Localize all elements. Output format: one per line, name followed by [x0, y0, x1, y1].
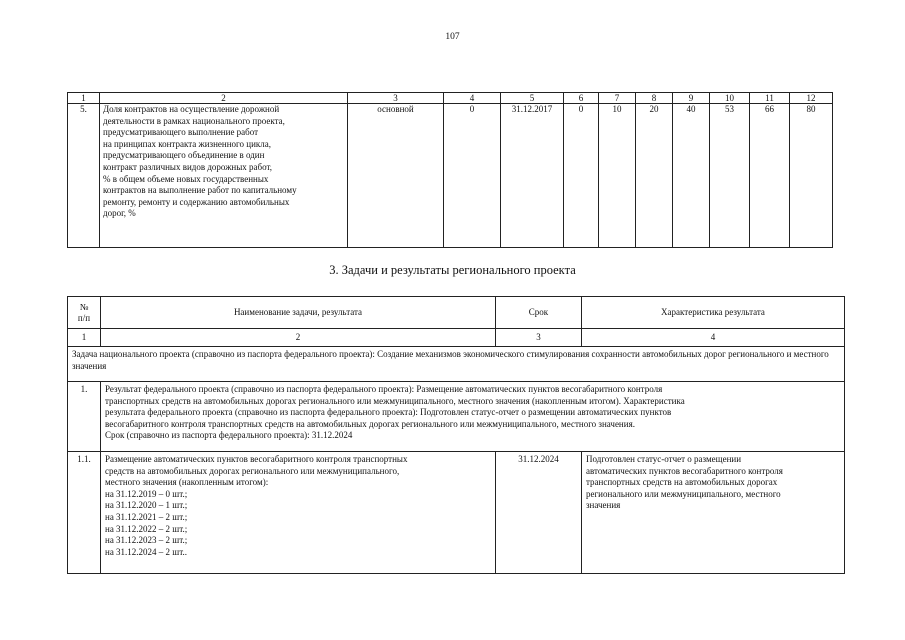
col-number: 10: [710, 93, 750, 104]
page-number: 107: [445, 32, 460, 42]
tasks-table: [67, 296, 845, 574]
col-number: 8: [636, 93, 673, 104]
period-value: 66: [750, 104, 790, 248]
period-value: 20: [636, 104, 673, 248]
tasks-header-row: [68, 297, 845, 329]
col-number: 9: [673, 93, 710, 104]
period-value: 40: [673, 104, 710, 248]
col-number: 1: [68, 93, 100, 104]
col-number: 1: [68, 329, 101, 347]
row-number: 5.: [68, 104, 100, 248]
col-number: 4: [582, 329, 845, 347]
col-number: 12: [790, 93, 833, 104]
regional-result-characteristic: Подготовлен статус-отчет о размещении автоматических пунктов весогабаритного контроля транспортных средств на автомобильных дорогах регионального или межмуниципального, местного значения: [582, 452, 845, 574]
regional-result-name: Размещение автоматических пунктов весогабаритного контроля транспортных средств на автомобильных дорогах регионального или межмуниципального, местного значения (накопленным итогом): на 31.12.2019 – 0 шт.; на 31.12.2020 – 1 шт.; на 31.12.2021 – 2 шт.; на 31.12.2022 – 2 шт.; на 31.12.2023 – 2 шт.; на 31.12.2024 – 2 шт..: [101, 452, 496, 574]
header-result: Характеристика результата: [582, 297, 845, 329]
col-number: 11: [750, 93, 790, 104]
col-number: 5: [501, 93, 564, 104]
row-number: 1.: [68, 382, 101, 452]
col-number: 3: [496, 329, 582, 347]
federal-result-row: [68, 382, 845, 452]
period-value: 53: [710, 104, 750, 248]
indicator-row: [68, 104, 833, 248]
indicator-type: основной: [348, 104, 444, 248]
col-number: 6: [564, 93, 599, 104]
col-number: 4: [444, 93, 501, 104]
header-name: Наименование задачи, результата: [101, 297, 496, 329]
col-number: 2: [100, 93, 348, 104]
base-value: 0: [444, 104, 501, 248]
federal-result-text: Результат федерального проекта (справочно из паспорта федерального проекта): Размещение автоматических пунктов весогабаритного контроля транспортных средств на автомобильных дорогах регионального или межмуниципального, местного значения (накопленным итогом). Характеристика результата федерального проекта (справочно из паспорта федерального проекта): Подготовлен статус-отчет о размещении автоматических пунктов весогабаритного контроля транспортных средств на автомобильных дорогах регионального или межмуниципального, местного значения. Срок (справочно из паспорта федерального проекта): 31.12.2024: [101, 382, 845, 452]
tasks-colnum-row: [68, 329, 845, 347]
header-num: № п/п: [68, 297, 101, 329]
header-deadline: Срок: [496, 297, 582, 329]
col-number: 7: [599, 93, 636, 104]
regional-result-deadline: 31.12.2024: [496, 452, 582, 574]
indicators-table: [67, 92, 833, 248]
period-value: 10: [599, 104, 636, 248]
period-value: 0: [564, 104, 599, 248]
indicator-description: Доля контрактов на осуществление дорожной деятельности в рамках национального проекта, предусматривающего выполнение работ на принципах контракта жизненного цикла, предусматривающего объединение в один контракт различных видов дорожных работ, % в общем объеме новых государственных контрактов на выполнение работ по капитальному ремонту, ремонту и содержанию автомобильных дорог, %: [100, 104, 348, 248]
section-title: 3. Задачи и результаты регионального проекта: [329, 263, 576, 277]
indicators-header-row: [68, 93, 833, 104]
col-number: 2: [101, 329, 496, 347]
regional-result-row: [68, 452, 845, 574]
period-value: 80: [790, 104, 833, 248]
base-date: 31.12.2017: [501, 104, 564, 248]
col-number: 3: [348, 93, 444, 104]
national-task-row: [68, 347, 845, 382]
row-number: 1.1.: [68, 452, 101, 574]
national-task-text: Задача национального проекта (справочно из паспорта федерального проекта): Создание механизмов экономического стимулирования сохранности автомобильных дорог регионального и местного значения: [68, 347, 845, 382]
